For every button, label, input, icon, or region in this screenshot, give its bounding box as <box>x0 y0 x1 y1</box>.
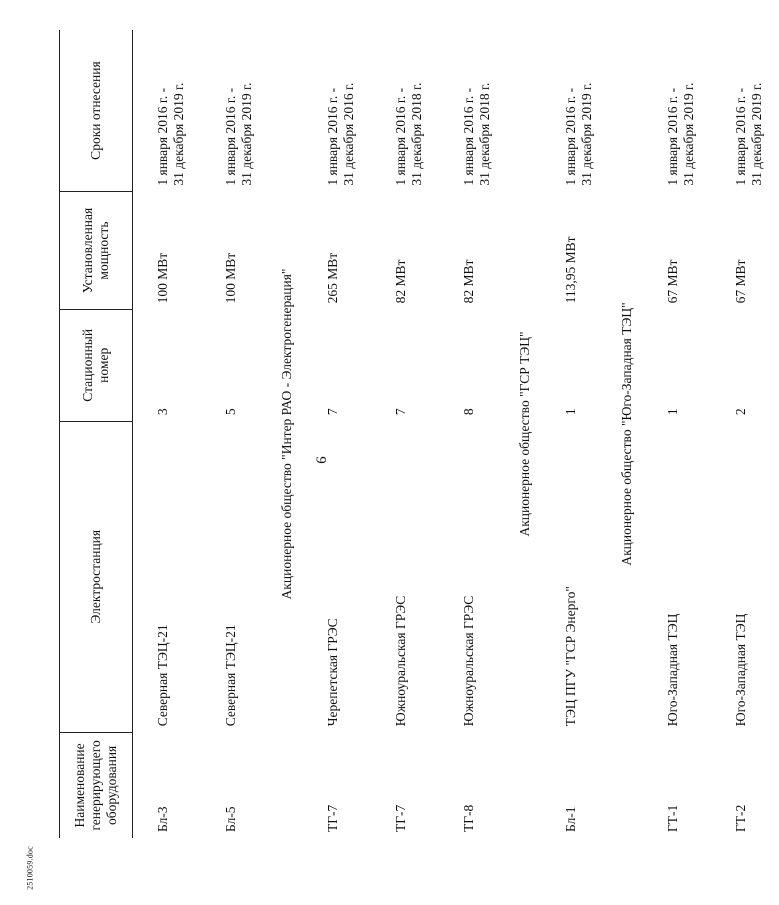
table-row <box>133 30 202 838</box>
page-number: 9 <box>312 456 329 464</box>
table-row <box>201 30 269 838</box>
group-row <box>609 30 643 838</box>
cell-capacity: 67 МВт <box>665 259 680 304</box>
cell-station-number: 7 <box>325 408 340 416</box>
cell-station-number: 5 <box>223 408 238 416</box>
generation-equipment-table <box>59 30 779 838</box>
term-end: 31 декабря 2019 г. <box>579 82 594 186</box>
cell-term <box>133 30 202 192</box>
cell-term <box>201 30 269 192</box>
cell-station: Юго-Западная ТЭЦ <box>665 613 680 727</box>
cell-capacity: 265 МВт <box>325 252 340 304</box>
table-row <box>541 30 609 838</box>
cell-equipment: ТГ-8 <box>461 804 476 832</box>
cell-capacity: 100 МВт <box>223 252 238 304</box>
table-header-row <box>60 30 133 838</box>
cell-station-number: 1 <box>563 408 578 416</box>
header-capacity: Установленная мощность <box>60 192 133 310</box>
table-row <box>711 30 779 838</box>
term-start: 1 января 2016 г. - <box>563 87 578 186</box>
cell-term <box>643 30 711 192</box>
table-body <box>133 30 779 838</box>
term-start: 1 января 2016 г. - <box>393 87 408 186</box>
cell-term <box>541 30 609 192</box>
cell-station: Южноуральская ГРЭС <box>393 595 408 727</box>
group-row <box>507 30 541 838</box>
cell-term <box>371 30 439 192</box>
header-term: Сроки отнесения <box>60 30 133 192</box>
cell-equipment: ГТ-1 <box>665 804 680 832</box>
term-start: 1 января 2016 г. - <box>155 87 170 186</box>
cell-station-number: 1 <box>665 408 680 416</box>
term-start: 1 января 2016 г. - <box>223 87 238 186</box>
term-start: 1 января 2016 г. - <box>733 87 748 186</box>
group-row <box>269 30 303 838</box>
cell-station: Юго-Западная ТЭЦ <box>733 613 748 727</box>
group-title: Акционерное общество "Юго-Западная ТЭЦ" <box>619 302 634 566</box>
term-end: 31 декабря 2018 г. <box>477 82 492 186</box>
cell-equipment: Бл-3 <box>155 806 170 832</box>
cell-equipment: Бл-5 <box>223 806 238 832</box>
term-start: 1 января 2016 г. - <box>325 87 340 186</box>
cell-station-number: 3 <box>155 408 170 416</box>
rotated-table-container <box>59 30 764 838</box>
cell-equipment: ТГ-7 <box>325 804 340 832</box>
term-end: 31 декабря 2019 г. <box>239 82 254 186</box>
term-end: 31 декабря 2019 г. <box>749 82 764 186</box>
table-row <box>643 30 711 838</box>
cell-equipment: ТГ-7 <box>393 804 408 832</box>
cell-station-number: 8 <box>461 408 476 416</box>
cell-term <box>303 30 371 192</box>
term-start: 1 января 2016 г. - <box>461 87 476 186</box>
cell-station: Черепетская ГРЭС <box>325 618 340 727</box>
cell-capacity: 82 МВт <box>393 259 408 304</box>
group-title: Акционерное общество "ГСР ТЭЦ" <box>517 331 532 537</box>
table-row <box>439 30 507 838</box>
cell-station: ТЭЦ ПГУ "ГСР Энерго" <box>563 586 578 727</box>
cell-station-number: 2 <box>733 408 748 416</box>
table-row <box>371 30 439 838</box>
cell-equipment: Бл-1 <box>563 806 578 832</box>
table-row <box>303 30 371 838</box>
cell-capacity: 100 МВт <box>155 252 170 304</box>
cell-station-number: 7 <box>393 408 408 416</box>
term-start: 1 января 2016 г. - <box>665 87 680 186</box>
cell-station: Южноуральская ГРЭС <box>461 595 476 727</box>
footer-file-code: 2510059.doc <box>25 846 35 890</box>
term-end: 31 декабря 2016 г. <box>341 82 356 186</box>
cell-station: Северная ТЭЦ-21 <box>155 624 170 727</box>
cell-capacity: 113,95 МВт <box>563 236 578 304</box>
header-equipment: Наименование генерирующего оборудования <box>60 732 133 838</box>
cell-term <box>439 30 507 192</box>
group-title: Акционерное общество "Интер РАО - Электрогенерация" <box>279 268 294 600</box>
cell-term <box>711 30 779 192</box>
term-end: 31 декабря 2019 г. <box>171 82 186 186</box>
header-station: Электростанция <box>60 421 133 732</box>
cell-capacity: 82 МВт <box>461 259 476 304</box>
cell-capacity: 67 МВт <box>733 259 748 304</box>
cell-station: Северная ТЭЦ-21 <box>223 624 238 727</box>
term-end: 31 декабря 2018 г. <box>409 82 424 186</box>
cell-equipment: ГТ-2 <box>733 804 748 832</box>
term-end: 31 декабря 2019 г. <box>681 82 696 186</box>
header-station-number: Стационный номер <box>60 309 133 421</box>
